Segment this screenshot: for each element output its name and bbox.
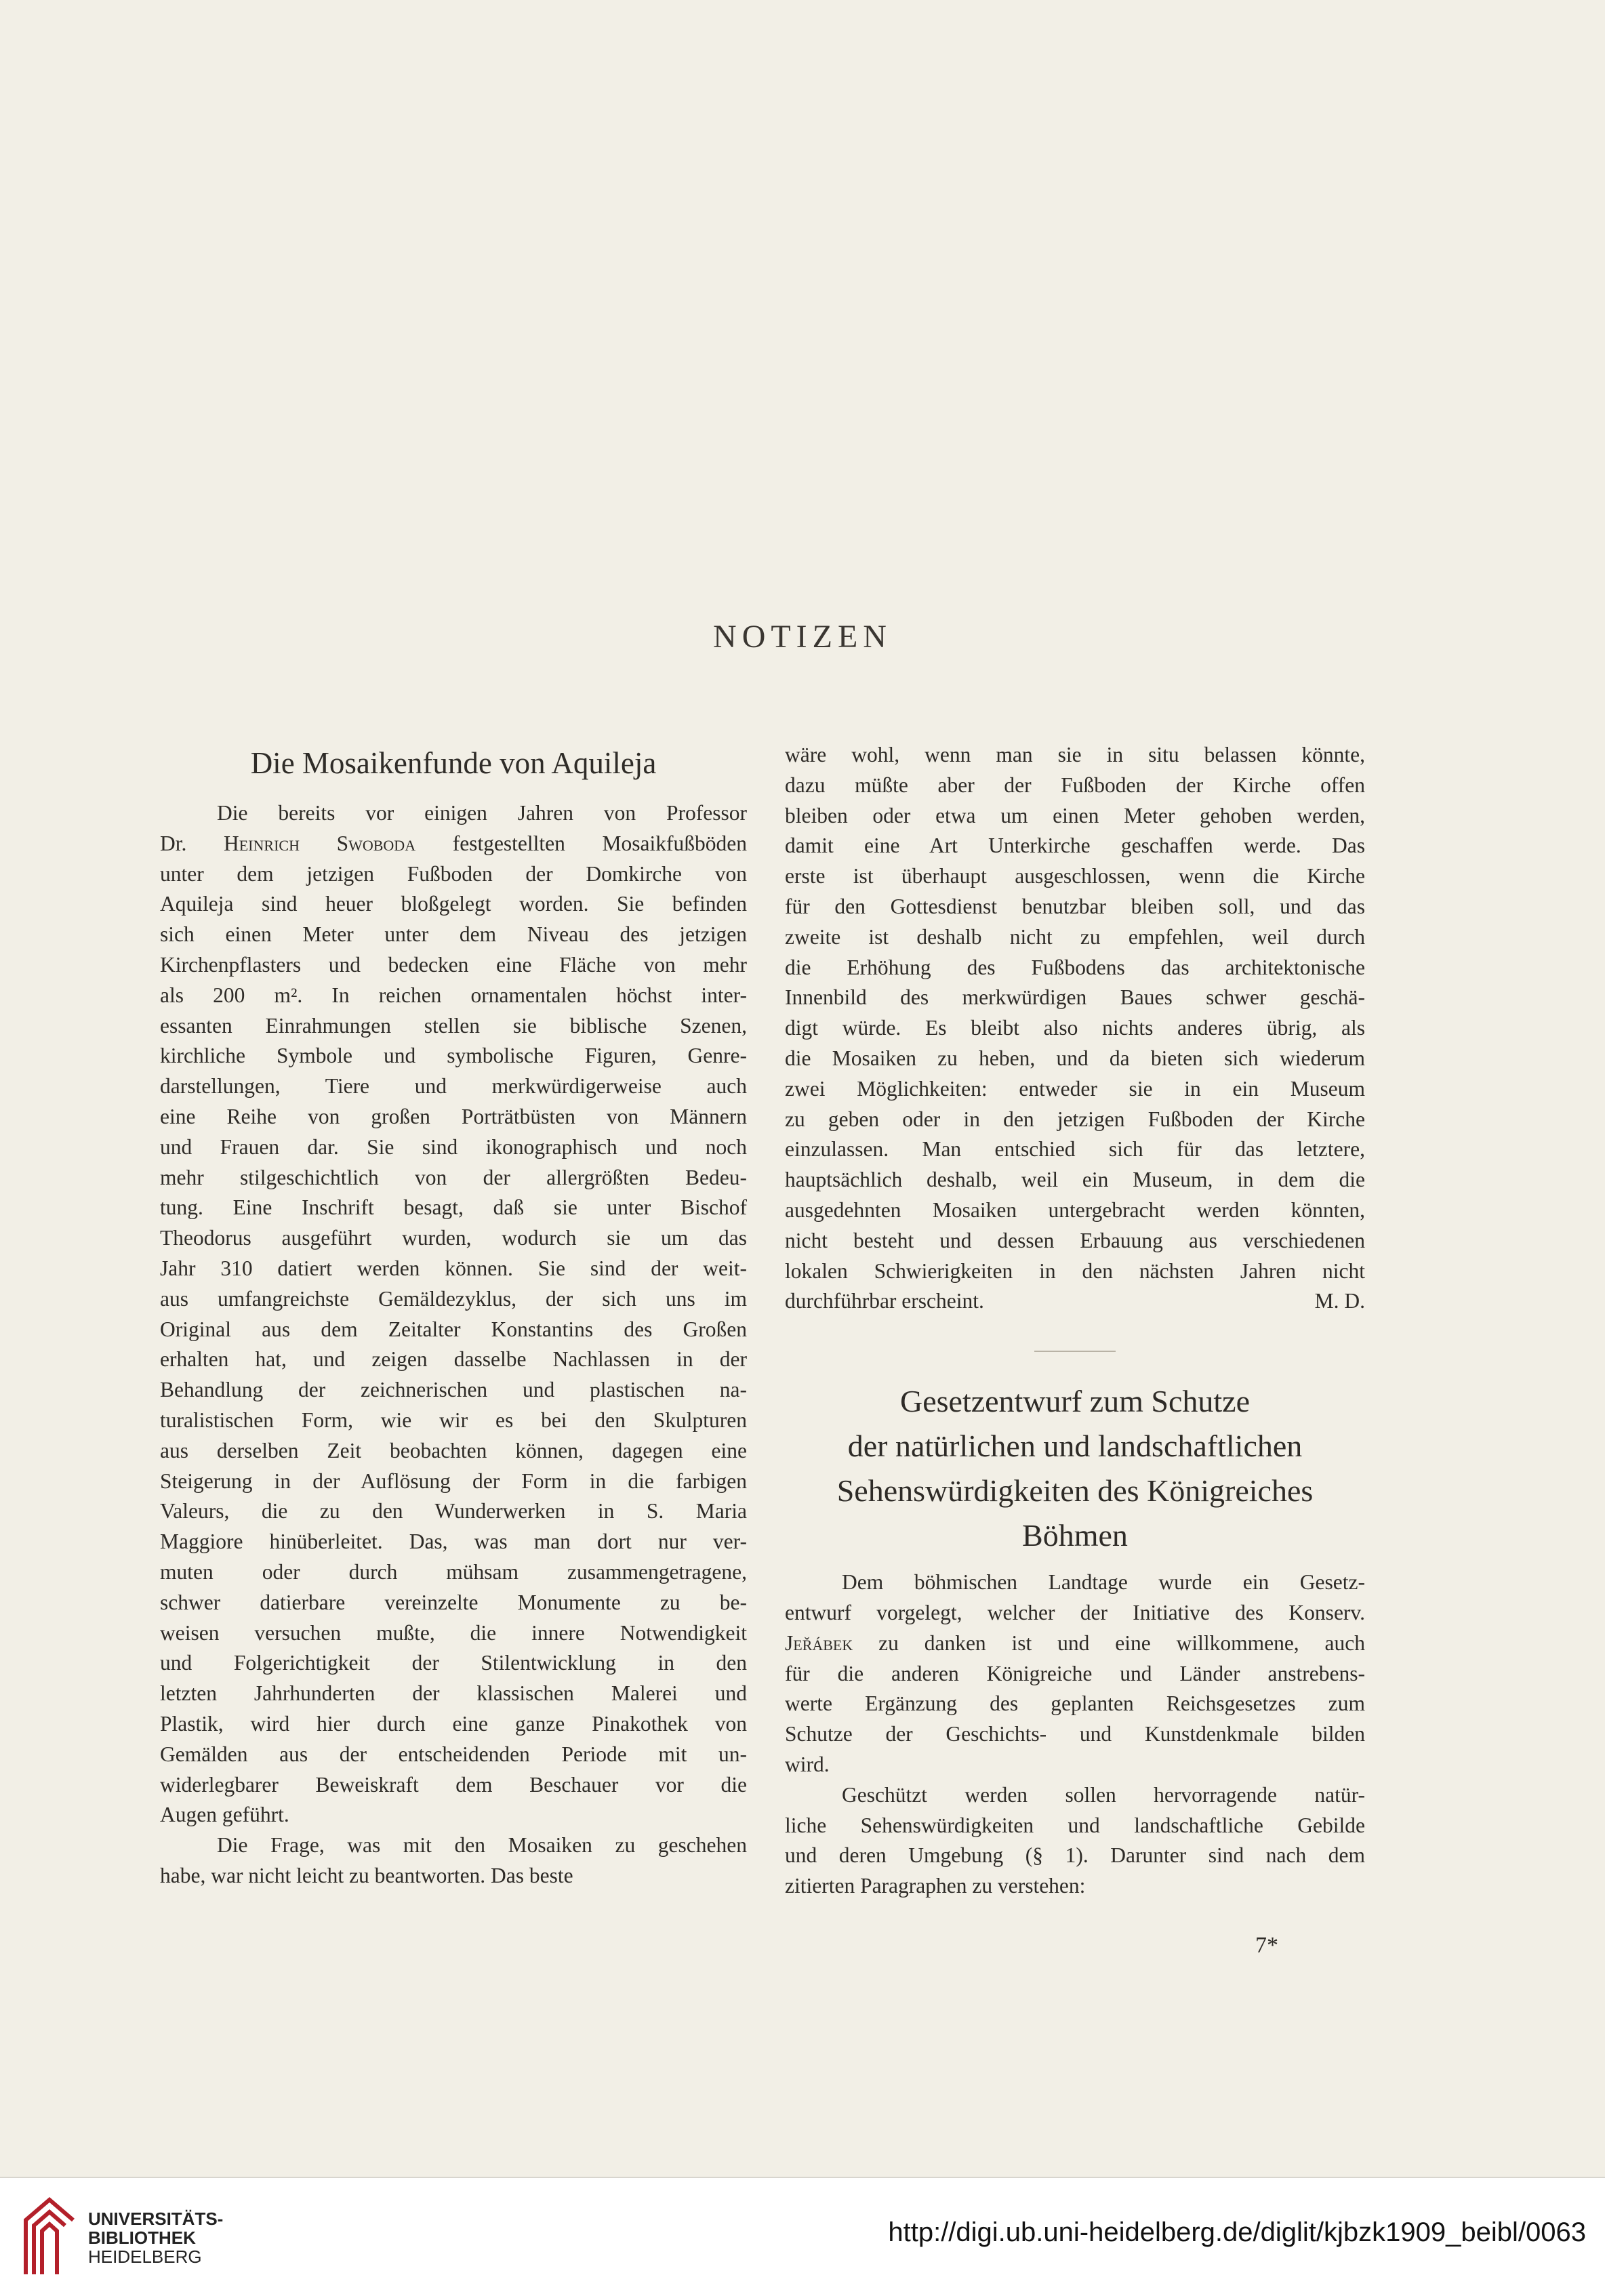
text-line: wäre wohl, wenn man sie in situ belassen könnte,	[785, 743, 1365, 766]
text-line: zweite ist deshalb nicht zu empfehlen, weil durch	[785, 924, 1365, 949]
text-line: Behandlung der zeichnerischen und plastischen na-	[160, 1378, 747, 1402]
text-line: damit eine Art Unterkirche geschaffen werde. Das	[785, 834, 1365, 858]
article1-title: Die Mosaikenfunde von Aquileja	[250, 746, 657, 780]
left-column	[160, 745, 747, 1891]
footer-bar	[0, 2177, 1605, 2296]
text-line: habe, war nicht leicht zu beantworten. Das beste	[160, 1863, 573, 1887]
name-smallcaps: Jeřábek	[785, 1631, 853, 1655]
text-line: weisen versuchen mußte, die innere Notwendigkeit	[160, 1620, 747, 1645]
text-line: Jahr 310 datiert werden können. Sie sind der weit-	[160, 1256, 747, 1280]
text-line: einzulassen. Man entschied sich für das letztere,	[785, 1137, 1365, 1162]
text-line: Gemälden aus der entscheidenden Periode mit un-	[160, 1742, 747, 1766]
text-line: Schutze der Geschichts- und Kunstdenkmale bilden	[785, 1722, 1365, 1746]
text-line: Innenbild des merkwürdigen Baues schwer geschä-	[785, 985, 1365, 1010]
text-line	[785, 1286, 1365, 1317]
article2-title-line: der natürlichen und landschaftlichen	[847, 1429, 1303, 1464]
text-line: erste ist überhaupt ausgeschlossen, wenn die Kirche	[785, 864, 1365, 888]
text-line: Jeřábek zu danken ist und eine willkommene, auch	[785, 1631, 1365, 1655]
library-logo-icon	[19, 2193, 80, 2281]
text-line: Original aus dem Zeitalter Konstantins des Großen	[160, 1317, 747, 1341]
library-name-line2: BIBLIOTHEK	[88, 2228, 196, 2248]
text-line: sich einen Meter unter dem Niveau des jetzigen	[160, 922, 747, 947]
text-line: unter dem jetzigen Fußboden der Domkirche von	[160, 861, 747, 886]
article-divider	[1034, 1351, 1116, 1352]
text-line: darstellungen, Tiere und merkwürdigerweise auch	[160, 1074, 747, 1099]
text-line: dazu müßte aber der Fußboden der Kirche offen	[785, 773, 1365, 797]
text-line: digt würde. Es bleibt also nichts anderes übrig, als	[785, 1016, 1365, 1040]
text-line: Steigerung in der Auflösung der Form in die farbigen	[160, 1469, 747, 1493]
text-line: die Mosaiken zu heben, und da bieten sich wiederum	[785, 1046, 1365, 1070]
text-line: Valeurs, die zu den Wunderwerken in S. Maria	[160, 1499, 747, 1523]
library-name-line3: HEIDELBERG	[88, 2247, 202, 2267]
article1-body	[160, 798, 747, 1891]
text-line: Die bereits vor einigen Jahren von Professor	[217, 801, 747, 825]
text-line: Plastik, wird hier durch eine ganze Pinakothek von	[160, 1711, 747, 1736]
text-line: zwei Möglichkeiten: entweder sie in ein Museum	[785, 1076, 1365, 1101]
text-line: aus umfangreichste Gemäldezyklus, der sich uns im	[160, 1286, 747, 1311]
text-line: Geschützt werden sollen hervorragende natür-	[842, 1782, 1365, 1807]
text-line: zitierten Paragraphen zu verstehen:	[785, 1874, 1086, 1898]
text-line: turalistischen Form, wie wir es bei den Skulpturen	[160, 1408, 747, 1432]
article1-continuation	[785, 740, 1365, 1317]
text-line: essanten Einrahmungen stellen sie biblische Szenen,	[160, 1013, 747, 1038]
text-line: für die anderen Königreiche und Länder anstrebens-	[785, 1661, 1365, 1685]
text-line: tung. Eine Inschrift besagt, daß sie unter Bischof	[160, 1195, 747, 1220]
article2-title	[785, 1379, 1365, 1558]
text-line: schwer datierbare vereinzelte Monumente zu be-	[160, 1590, 747, 1614]
text-line: entwurf vorgelegt, welcher der Initiative des Konserv.	[785, 1600, 1365, 1624]
text-line: Theodorus ausgeführt wurden, wodurch sie um das	[160, 1226, 747, 1250]
page-number: 7*	[1255, 1933, 1278, 1958]
text-line: eine Reihe von großen Porträtbüsten von Männern	[160, 1104, 747, 1128]
article2-body	[785, 1567, 1365, 1902]
text-line: lokalen Schwierigkeiten in den nächsten Jahren nicht	[785, 1258, 1365, 1283]
text-line: und deren Umgebung (§ 1). Darunter sind nach dem	[785, 1843, 1365, 1868]
text-line: werte Ergänzung des geplanten Reichsgesetzes zum	[785, 1692, 1365, 1716]
text-line: Kirchenpflasters und bedecken eine Fläche von mehr	[160, 952, 747, 977]
text-line: Augen geführt.	[160, 1803, 289, 1827]
text-line: hauptsächlich deshalb, weil ein Museum, in dem die	[785, 1168, 1365, 1192]
section-heading: NOTIZEN	[713, 619, 892, 655]
text-line: und Folgerichtigkeit der Stilentwicklung in den	[160, 1651, 747, 1675]
text-line: Dr. Heinrich Swoboda festgestellten Mosaikfußböden	[160, 831, 747, 855]
text-line: zu geben oder in den jetzigen Fußboden der Kirche	[785, 1107, 1365, 1131]
text-line: ausgedehnten Mosaiken untergebracht werden könnten,	[785, 1197, 1365, 1222]
source-url[interactable]: http://digi.ub.uni-heidelberg.de/diglit/kjbzk1909_beibl/0063	[888, 2217, 1586, 2247]
text-line: Die Frage, was mit den Mosaiken zu geschehen	[217, 1833, 747, 1858]
library-name	[88, 2209, 223, 2266]
text-line: erhalten hat, und zeigen dasselbe Nachlassen in der	[160, 1347, 747, 1372]
article2-title-line: Gesetzentwurf zum Schutze	[899, 1384, 1251, 1419]
library-name-line1: UNIVERSITÄTS-	[88, 2209, 224, 2229]
text-line: liche Sehenswürdigkeiten und landschaftliche Gebilde	[785, 1813, 1365, 1837]
text-line: muten oder durch mühsam zusammengetragene,	[160, 1559, 747, 1584]
text-line: kirchliche Symbole und symbolische Figuren, Genre-	[160, 1044, 747, 1068]
text-line: widerlegbarer Beweiskraft dem Beschauer vor die	[160, 1772, 747, 1797]
text-line: für den Gottesdienst benutzbar bleiben soll, und das	[785, 894, 1365, 918]
text-line: letzten Jahrhunderten der klassischen Malerei und	[160, 1681, 747, 1706]
text-line: nicht besteht und dessen Erbauung aus verschiedenen	[785, 1228, 1365, 1252]
text-line: und Frauen dar. Sie sind ikonographisch und noch	[160, 1134, 747, 1159]
text-line: mehr stilgeschichtlich von der allergrößten Bedeu-	[160, 1165, 747, 1189]
text-line: wird.	[785, 1752, 830, 1776]
name-smallcaps: Heinrich Swoboda	[224, 831, 416, 855]
text-line: bleiben oder etwa um einen Meter gehoben werden,	[785, 803, 1365, 827]
text-line: aus derselben Zeit beobachten können, dagegen eine	[160, 1438, 747, 1462]
text-line: Dem böhmischen Landtage wurde ein Gesetz-	[842, 1570, 1365, 1595]
text-line-content: durchführbar erscheint.	[785, 1289, 984, 1313]
text-line: die Erhöhung des Fußbodens das architektonische	[785, 955, 1365, 979]
text-line: Aquileja sind heuer bloßgelegt worden. Sie befinden	[160, 892, 747, 916]
signature: M. D.	[1314, 1289, 1365, 1313]
article2-title-line: Sehenswürdigkeiten des Königreiches	[836, 1473, 1314, 1509]
text-line: Maggiore hinüberleitet. Das, was man dort nur ver-	[160, 1530, 747, 1554]
article2-title-line: Böhmen	[1022, 1518, 1128, 1553]
right-column	[785, 740, 1365, 1902]
text-line: als 200 m². In reichen ornamentalen höchst inter-	[160, 983, 747, 1007]
